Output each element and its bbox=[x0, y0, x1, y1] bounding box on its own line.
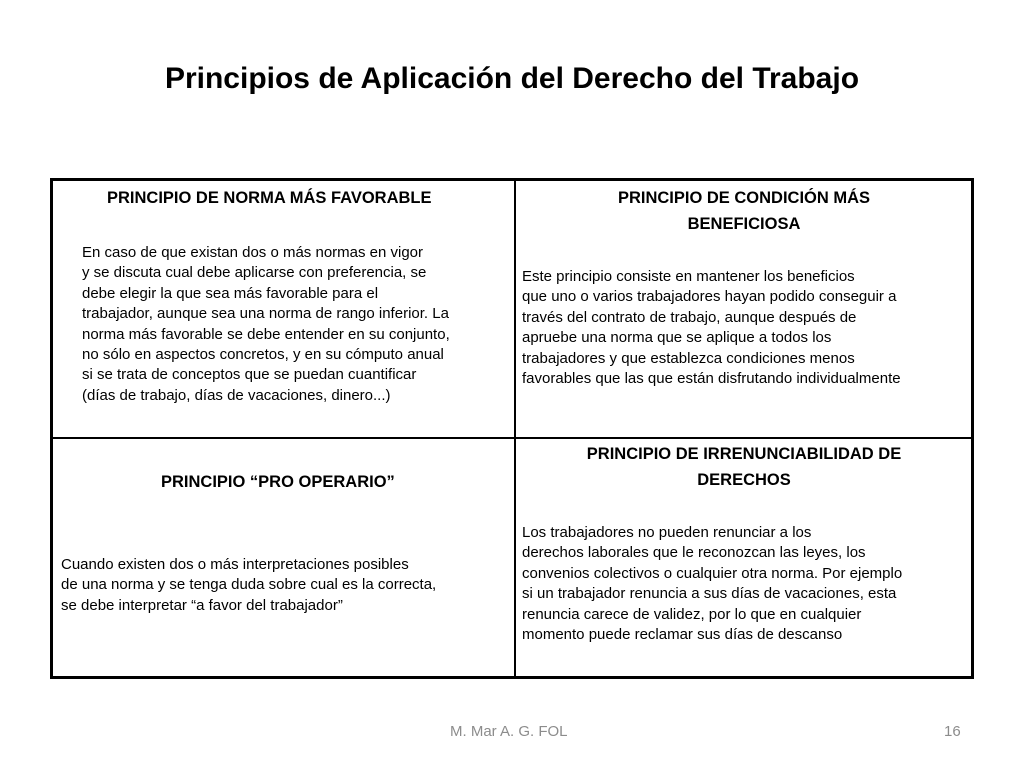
cell-4-heading: PRINCIPIO DE IRRENUNCIABILIDAD DE DERECHOS bbox=[586, 445, 902, 489]
row-divider bbox=[53, 437, 971, 439]
slide-title: Principios de Aplicación del Derecho del Trabajo bbox=[164, 62, 860, 95]
cell-2-heading: PRINCIPIO DE CONDICIÓN MÁS BENEFICIOSA bbox=[617, 189, 871, 233]
cell-3-heading: PRINCIPIO “PRO OPERARIO” bbox=[161, 473, 395, 491]
footer-author: M. Mar A. G. FOL bbox=[450, 723, 568, 740]
cell-4-body: Los trabajadores no pueden renunciar a los derechos laborales que le reconozcan las leyes, los convenios colectivos o cualquier otra norma. Por ejemplo si un trabajador renuncia a sus días de vacaciones, esta renuncia carece de validez, por lo que en cualquier momento puede reclamar sus días de descanso bbox=[522, 524, 903, 644]
principles-table bbox=[50, 178, 974, 679]
column-divider bbox=[514, 181, 516, 676]
page-number: 16 bbox=[944, 723, 961, 740]
cell-2-body: Este principio consiste en mantener los beneficios que uno o varios trabajadores hayan podido conseguir a través del contrato de trabajo, aunque después de apruebe una norma que se aplique a todos los trabajadores y que establezca condiciones menos favorables que las que están disfrutando individualmente bbox=[522, 268, 901, 388]
cell-1-body: En caso de que existan dos o más normas en vigor y se discuta cual debe aplicarse con preferencia, se debe elegir la que sea más favorable para el trabajador, aunque sea una norma de rango inferior. La norma más favorable se debe entender en su conjunto, no sólo en aspectos concretos, y en su cómputo anual si se trata de conceptos que se puedan cuantificar (días de trabajo, días de vacaciones, dinero...) bbox=[82, 244, 450, 404]
cell-1-heading: PRINCIPIO DE NORMA MÁS FAVORABLE bbox=[107, 189, 432, 207]
cell-3-body: Cuando existen dos o más interpretaciones posibles de una norma y se tenga duda sobre cual es la correcta, se debe interpretar “a favor del trabajador” bbox=[61, 556, 437, 614]
